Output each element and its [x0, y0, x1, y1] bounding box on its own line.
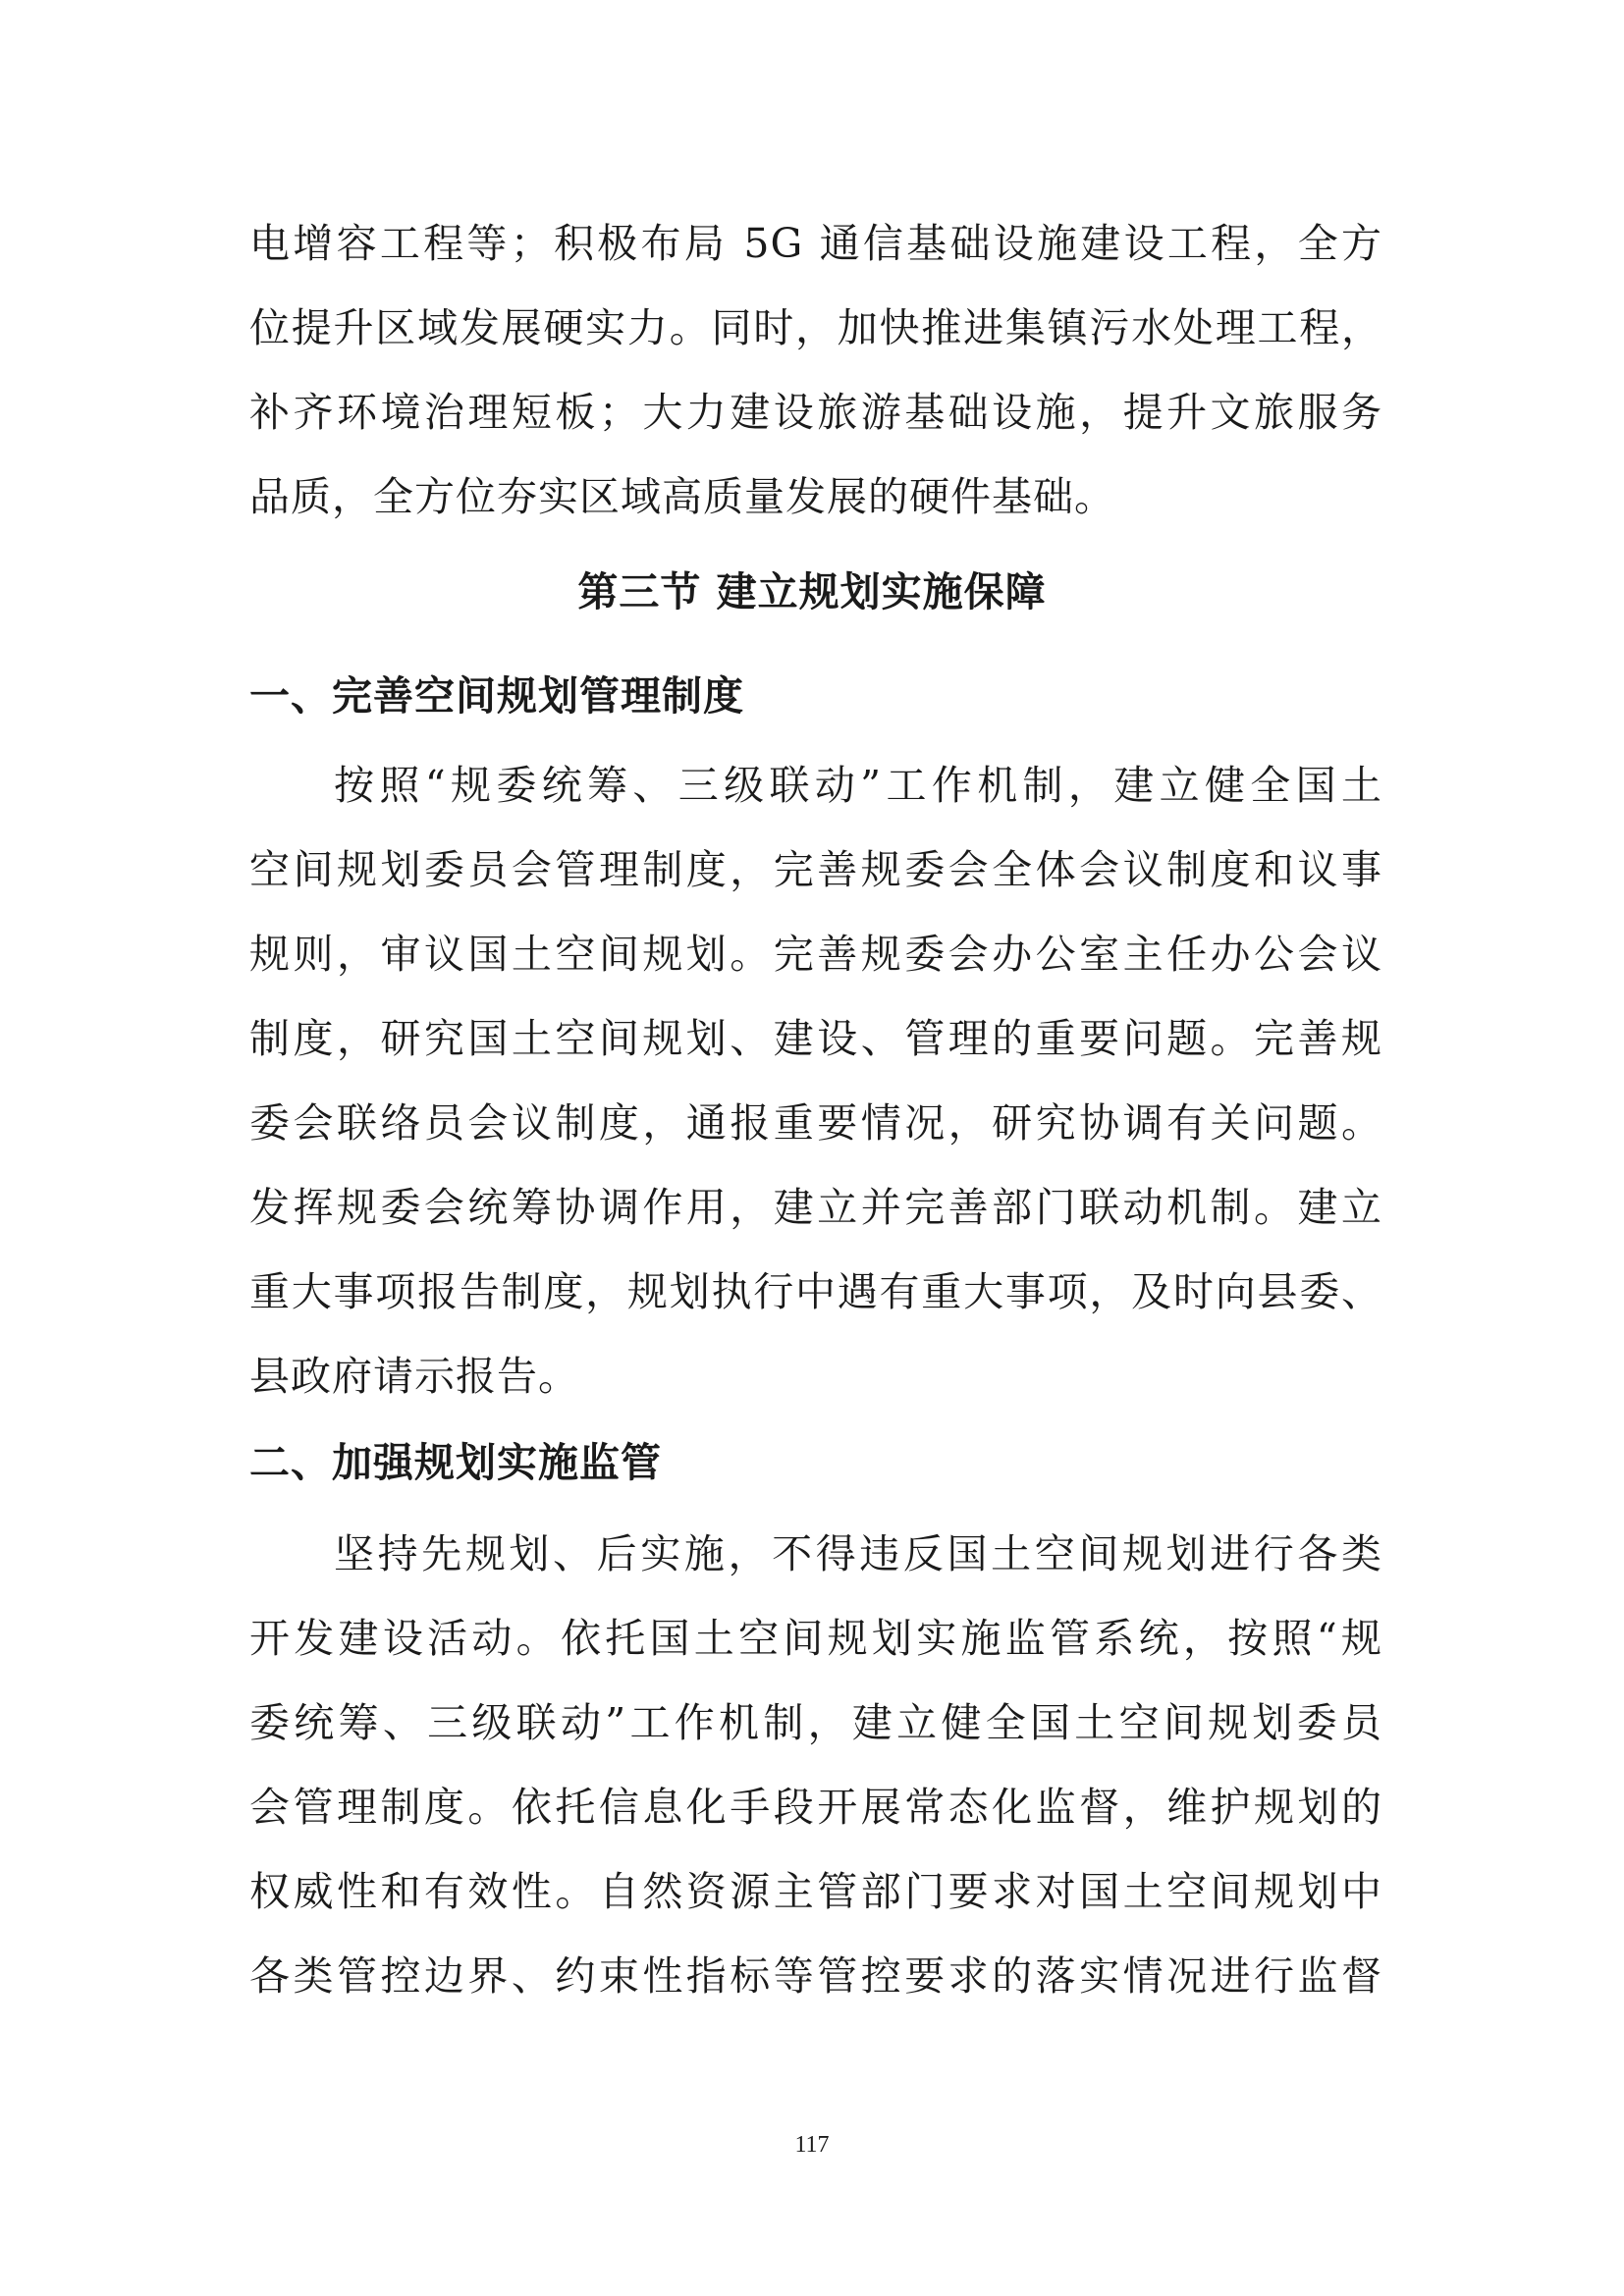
paragraph-line: 制度，研究国土空间规划、建设、管理的重要问题。完善规: [249, 1015, 1382, 1062]
paragraph-line: 各类管控边界、约束性指标等管控要求的落实情况进行监督: [249, 1952, 1382, 2000]
heading-1: 一、完善空间规划管理制度: [249, 672, 744, 720]
paragraph-line: 位提升区域发展硬实力。同时，加快推进集镇污水处理工程，: [249, 304, 1382, 351]
paragraph-line: 品质，全方位夯实区域高质量发展的硬件基础。: [249, 473, 1115, 520]
paragraph-line: 委会联络员会议制度，通报重要情况，研究协调有关问题。: [249, 1099, 1382, 1147]
paragraph-line: 权威性和有效性。自然资源主管部门要求对国土空间规划中: [249, 1868, 1382, 1915]
page-number: 117: [794, 2132, 830, 2158]
paragraph-line: 电增容工程等；积极布局 5G 通信基础设施建设工程，全方: [249, 220, 1382, 267]
section-title: 第三节 建立规划实施保障: [577, 568, 1047, 615]
paragraph-line: 规则，审议国土空间规划。完善规委会办公室主任办公会议: [249, 931, 1382, 978]
paragraph-line: 委统筹、三级联动”工作机制，建立健全国土空间规划委员: [249, 1699, 1382, 1746]
paragraph-line: 空间规划委员会管理制度，完善规委会全体会议制度和议事: [249, 846, 1382, 893]
paragraph-line: 发挥规委会统筹协调作用，建立并完善部门联动机制。建立: [249, 1184, 1382, 1231]
paragraph-line: 会管理制度。依托信息化手段开展常态化监督，维护规划的: [249, 1784, 1382, 1831]
heading-2: 二、加强规划实施监管: [249, 1439, 662, 1486]
paragraph-line: 县政府请示报告。: [249, 1353, 579, 1400]
paragraph-line: 按照“规委统筹、三级联动”工作机制，建立健全国土: [334, 762, 1382, 809]
paragraph-line: 坚持先规划、后实施，不得违反国土空间规划进行各类: [334, 1530, 1382, 1577]
paragraph-line: 开发建设活动。依托国土空间规划实施监管系统，按照“规: [249, 1615, 1382, 1662]
paragraph-line: 重大事项报告制度，规划执行中遇有重大事项，及时向县委、: [249, 1268, 1382, 1315]
paragraph-line: 补齐环境治理短板；大力建设旅游基础设施，提升文旅服务: [249, 389, 1382, 436]
